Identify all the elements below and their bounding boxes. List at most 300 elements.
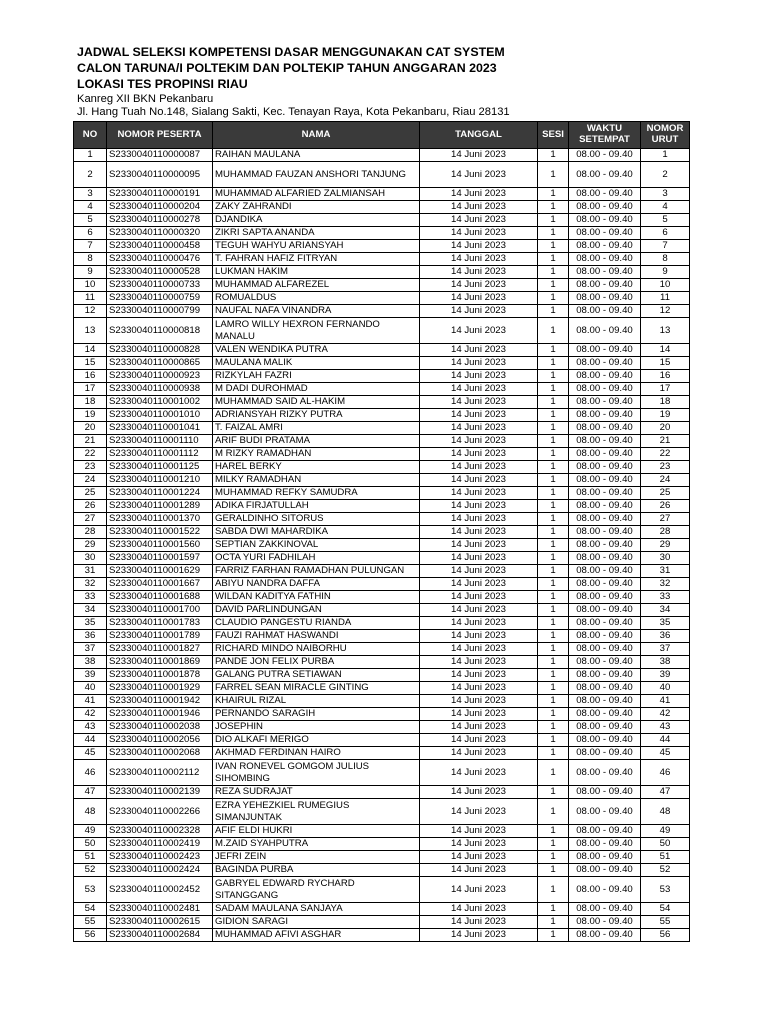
cell-nomor-peserta: S2330040110002068 <box>107 747 213 760</box>
title-line-2: CALON TARUNA/I POLTEKIM DAN POLTEKIP TAHUN ANGGARAN 2023 <box>77 61 497 76</box>
cell-sesi: 1 <box>538 344 569 357</box>
cell-nama: MUHAMMAD ALFARIED ZALMIANSAH <box>213 188 420 201</box>
table-row <box>74 929 690 942</box>
cell-no: 21 <box>74 435 107 448</box>
cell-nomor-peserta: S2330040110000476 <box>107 253 213 266</box>
table-row <box>74 721 690 734</box>
cell-nomor-peserta: S2330040110000278 <box>107 214 213 227</box>
col-header-nama: NAMA <box>213 122 420 149</box>
cell-nomor-peserta: S2330040110001041 <box>107 422 213 435</box>
cell-nama: FARREL SEAN MIRACLE GINTING <box>213 682 420 695</box>
table-row <box>74 318 690 344</box>
cell-no: 22 <box>74 448 107 461</box>
table-row <box>74 643 690 656</box>
cell-nama: GABRYEL EDWARD RYCHARD SITANGGANG <box>213 877 420 903</box>
cell-no: 7 <box>74 240 107 253</box>
cell-no: 41 <box>74 695 107 708</box>
cell-nomor-peserta: S2330040110000087 <box>107 149 213 162</box>
cell-nomor-peserta: S2330040110001878 <box>107 669 213 682</box>
table-row <box>74 149 690 162</box>
cell-sesi: 1 <box>538 604 569 617</box>
cell-nomor-urut: 49 <box>641 825 690 838</box>
cell-nomor-urut: 15 <box>641 357 690 370</box>
cell-no: 46 <box>74 760 107 786</box>
col-header-no: NO <box>74 122 107 149</box>
cell-nama: MUHAMMAD FAUZAN ANSHORI TANJUNG <box>213 162 420 188</box>
table-row <box>74 630 690 643</box>
cell-nomor-peserta: S2330040110001210 <box>107 474 213 487</box>
cell-waktu: 08.00 - 09.40 <box>569 552 641 565</box>
cell-tanggal: 14 Juni 2023 <box>420 318 538 344</box>
cell-nomor-urut: 17 <box>641 383 690 396</box>
cell-sesi: 1 <box>538 422 569 435</box>
cell-nomor-urut: 13 <box>641 318 690 344</box>
cell-nama: ADRIANSYAH RIZKY PUTRA <box>213 409 420 422</box>
cell-nomor-peserta: S2330040110002452 <box>107 877 213 903</box>
cell-nomor-peserta: S2330040110002615 <box>107 916 213 929</box>
table-row <box>74 383 690 396</box>
cell-no: 16 <box>74 370 107 383</box>
table-row <box>74 526 690 539</box>
cell-nomor-peserta: S2330040110001560 <box>107 539 213 552</box>
cell-tanggal: 14 Juni 2023 <box>420 682 538 695</box>
cell-nomor-peserta: S2330040110002424 <box>107 864 213 877</box>
cell-tanggal: 14 Juni 2023 <box>420 604 538 617</box>
cell-tanggal: 14 Juni 2023 <box>420 344 538 357</box>
cell-tanggal: 14 Juni 2023 <box>420 149 538 162</box>
cell-nomor-peserta: S2330040110000095 <box>107 162 213 188</box>
table-row <box>74 682 690 695</box>
cell-nomor-peserta: S2330040110001700 <box>107 604 213 617</box>
table-row <box>74 409 690 422</box>
table-row <box>74 370 690 383</box>
cell-tanggal: 14 Juni 2023 <box>420 487 538 500</box>
cell-sesi: 1 <box>538 630 569 643</box>
cell-nama: DAVID PARLINDUNGAN <box>213 604 420 617</box>
cell-nomor-peserta: S2330040110002112 <box>107 760 213 786</box>
cell-nomor-peserta: S2330040110000458 <box>107 240 213 253</box>
cell-sesi: 1 <box>538 565 569 578</box>
cell-no: 49 <box>74 825 107 838</box>
cell-nomor-urut: 42 <box>641 708 690 721</box>
cell-nomor-urut: 48 <box>641 799 690 825</box>
cell-nomor-urut: 28 <box>641 526 690 539</box>
cell-waktu: 08.00 - 09.40 <box>569 877 641 903</box>
table-row <box>74 786 690 799</box>
cell-nomor-urut: 22 <box>641 448 690 461</box>
cell-waktu: 08.00 - 09.40 <box>569 591 641 604</box>
cell-no: 40 <box>74 682 107 695</box>
cell-nomor-urut: 33 <box>641 591 690 604</box>
cell-waktu: 08.00 - 09.40 <box>569 851 641 864</box>
cell-sesi: 1 <box>538 929 569 942</box>
cell-nama: RICHARD MINDO NAIBORHU <box>213 643 420 656</box>
cell-no: 53 <box>74 877 107 903</box>
table-row <box>74 214 690 227</box>
cell-no: 20 <box>74 422 107 435</box>
cell-no: 28 <box>74 526 107 539</box>
cell-nama: MUHAMMAD AFIVI ASGHAR <box>213 929 420 942</box>
cell-sesi: 1 <box>538 513 569 526</box>
cell-tanggal: 14 Juni 2023 <box>420 435 538 448</box>
cell-nama: GALANG PUTRA SETIAWAN <box>213 669 420 682</box>
cell-sesi: 1 <box>538 201 569 214</box>
cell-nama: M RIZKY RAMADHAN <box>213 448 420 461</box>
cell-nomor-peserta: S2330040110000733 <box>107 279 213 292</box>
cell-tanggal: 14 Juni 2023 <box>420 851 538 864</box>
cell-sesi: 1 <box>538 448 569 461</box>
table-row <box>74 916 690 929</box>
cell-waktu: 08.00 - 09.40 <box>569 617 641 630</box>
cell-no: 35 <box>74 617 107 630</box>
cell-no: 50 <box>74 838 107 851</box>
cell-nomor-peserta: S2330040110001688 <box>107 591 213 604</box>
table-row <box>74 201 690 214</box>
cell-nomor-urut: 6 <box>641 227 690 240</box>
cell-nomor-peserta: S2330040110001869 <box>107 656 213 669</box>
cell-sesi: 1 <box>538 708 569 721</box>
cell-tanggal: 14 Juni 2023 <box>420 552 538 565</box>
cell-tanggal: 14 Juni 2023 <box>420 214 538 227</box>
cell-no: 48 <box>74 799 107 825</box>
cell-nama: ABIYU NANDRA DAFFA <box>213 578 420 591</box>
cell-no: 1 <box>74 149 107 162</box>
cell-tanggal: 14 Juni 2023 <box>420 526 538 539</box>
table-body <box>74 149 690 942</box>
cell-tanggal: 14 Juni 2023 <box>420 513 538 526</box>
cell-waktu: 08.00 - 09.40 <box>569 227 641 240</box>
table-row <box>74 487 690 500</box>
cell-nomor-urut: 31 <box>641 565 690 578</box>
cell-sesi: 1 <box>538 903 569 916</box>
table-row <box>74 565 690 578</box>
col-header-tanggal: TANGGAL <box>420 122 538 149</box>
cell-sesi: 1 <box>538 500 569 513</box>
cell-no: 51 <box>74 851 107 864</box>
cell-no: 45 <box>74 747 107 760</box>
cell-sesi: 1 <box>538 474 569 487</box>
cell-sesi: 1 <box>538 760 569 786</box>
cell-nama: WILDAN KADITYA FATHIN <box>213 591 420 604</box>
cell-nomor-peserta: S2330040110002328 <box>107 825 213 838</box>
title-line-1: JADWAL SELEKSI KOMPETENSI DASAR MENGGUNAKAN CAT SYSTEM <box>77 45 505 59</box>
table-row <box>74 617 690 630</box>
cell-nomor-urut: 41 <box>641 695 690 708</box>
cell-tanggal: 14 Juni 2023 <box>420 240 538 253</box>
cell-nomor-peserta: S2330040110001942 <box>107 695 213 708</box>
cell-waktu: 08.00 - 09.40 <box>569 357 641 370</box>
cell-no: 4 <box>74 201 107 214</box>
cell-nomor-peserta: S2330040110002038 <box>107 721 213 734</box>
cell-nomor-peserta: S2330040110001629 <box>107 565 213 578</box>
cell-waktu: 08.00 - 09.40 <box>569 747 641 760</box>
cell-tanggal: 14 Juni 2023 <box>420 669 538 682</box>
cell-sesi: 1 <box>538 409 569 422</box>
cell-nomor-peserta: S2330040110001289 <box>107 500 213 513</box>
cell-sesi: 1 <box>538 383 569 396</box>
cell-sesi: 1 <box>538 877 569 903</box>
cell-tanggal: 14 Juni 2023 <box>420 383 538 396</box>
cell-nomor-urut: 27 <box>641 513 690 526</box>
cell-nama: PERNANDO SARAGIH <box>213 708 420 721</box>
cell-nama: NAUFAL NAFA VINANDRA <box>213 305 420 318</box>
cell-nama: TEGUH WAHYU ARIANSYAH <box>213 240 420 253</box>
cell-sesi: 1 <box>538 695 569 708</box>
table-row <box>74 253 690 266</box>
cell-no: 19 <box>74 409 107 422</box>
cell-nomor-urut: 34 <box>641 604 690 617</box>
cell-no: 2 <box>74 162 107 188</box>
cell-sesi: 1 <box>538 799 569 825</box>
cell-sesi: 1 <box>538 279 569 292</box>
cell-tanggal: 14 Juni 2023 <box>420 357 538 370</box>
cell-nomor-urut: 1 <box>641 149 690 162</box>
cell-nomor-peserta: S2330040110000528 <box>107 266 213 279</box>
cell-tanggal: 14 Juni 2023 <box>420 929 538 942</box>
cell-nomor-urut: 25 <box>641 487 690 500</box>
cell-waktu: 08.00 - 09.40 <box>569 838 641 851</box>
table-row <box>74 552 690 565</box>
cell-sesi: 1 <box>538 682 569 695</box>
cell-nama: RIZKYLAH FAZRI <box>213 370 420 383</box>
table-row <box>74 188 690 201</box>
cell-nomor-peserta: S2330040110000204 <box>107 201 213 214</box>
cell-nama: RAIHAN MAULANA <box>213 149 420 162</box>
cell-nama: LAMRO WILLY HEXRON FERNANDO MANALU <box>213 318 420 344</box>
cell-nomor-peserta: S2330040110002419 <box>107 838 213 851</box>
cell-waktu: 08.00 - 09.40 <box>569 708 641 721</box>
cell-sesi: 1 <box>538 162 569 188</box>
cell-waktu: 08.00 - 09.40 <box>569 188 641 201</box>
cell-sesi: 1 <box>538 851 569 864</box>
cell-sesi: 1 <box>538 864 569 877</box>
cell-nomor-urut: 18 <box>641 396 690 409</box>
cell-waktu: 08.00 - 09.40 <box>569 383 641 396</box>
cell-tanggal: 14 Juni 2023 <box>420 838 538 851</box>
cell-tanggal: 14 Juni 2023 <box>420 786 538 799</box>
cell-sesi: 1 <box>538 214 569 227</box>
cell-tanggal: 14 Juni 2023 <box>420 708 538 721</box>
cell-sesi: 1 <box>538 552 569 565</box>
cell-nomor-urut: 38 <box>641 656 690 669</box>
cell-nomor-peserta: S2330040110002423 <box>107 851 213 864</box>
cell-sesi: 1 <box>538 435 569 448</box>
cell-tanggal: 14 Juni 2023 <box>420 578 538 591</box>
cell-no: 44 <box>74 734 107 747</box>
cell-nomor-urut: 53 <box>641 877 690 903</box>
cell-sesi: 1 <box>538 734 569 747</box>
cell-waktu: 08.00 - 09.40 <box>569 448 641 461</box>
cell-sesi: 1 <box>538 786 569 799</box>
cell-tanggal: 14 Juni 2023 <box>420 422 538 435</box>
cell-sesi: 1 <box>538 370 569 383</box>
cell-nomor-urut: 8 <box>641 253 690 266</box>
cell-waktu: 08.00 - 09.40 <box>569 903 641 916</box>
title-line-3: LOKASI TES PROPINSI RIAU <box>77 77 248 92</box>
cell-nama: FAUZI RAHMAT HASWANDI <box>213 630 420 643</box>
cell-tanggal: 14 Juni 2023 <box>420 565 538 578</box>
cell-tanggal: 14 Juni 2023 <box>420 864 538 877</box>
cell-no: 17 <box>74 383 107 396</box>
cell-nama: MILKY RAMADHAN <box>213 474 420 487</box>
cell-waktu: 08.00 - 09.40 <box>569 409 641 422</box>
cell-nama: PANDE JON FELIX PURBA <box>213 656 420 669</box>
cell-sesi: 1 <box>538 149 569 162</box>
cell-no: 54 <box>74 903 107 916</box>
cell-nomor-peserta: S2330040110001597 <box>107 552 213 565</box>
cell-tanggal: 14 Juni 2023 <box>420 227 538 240</box>
cell-tanggal: 14 Juni 2023 <box>420 461 538 474</box>
cell-nomor-urut: 45 <box>641 747 690 760</box>
cell-waktu: 08.00 - 09.40 <box>569 760 641 786</box>
col-header-nomor-peserta: NOMOR PESERTA <box>107 122 213 149</box>
cell-nomor-urut: 55 <box>641 916 690 929</box>
cell-waktu: 08.00 - 09.40 <box>569 305 641 318</box>
cell-nomor-urut: 12 <box>641 305 690 318</box>
table-row <box>74 279 690 292</box>
cell-no: 6 <box>74 227 107 240</box>
cell-no: 34 <box>74 604 107 617</box>
cell-waktu: 08.00 - 09.40 <box>569 565 641 578</box>
cell-tanggal: 14 Juni 2023 <box>420 305 538 318</box>
table-row <box>74 240 690 253</box>
cell-nomor-urut: 54 <box>641 903 690 916</box>
cell-waktu: 08.00 - 09.40 <box>569 292 641 305</box>
cell-nama: MAULANA MALIK <box>213 357 420 370</box>
cell-waktu: 08.00 - 09.40 <box>569 786 641 799</box>
cell-no: 14 <box>74 344 107 357</box>
table-row <box>74 864 690 877</box>
cell-nomor-urut: 39 <box>641 669 690 682</box>
table-row <box>74 461 690 474</box>
cell-nomor-peserta: S2330040110001827 <box>107 643 213 656</box>
table-row <box>74 292 690 305</box>
cell-nomor-urut: 51 <box>641 851 690 864</box>
table-row <box>74 344 690 357</box>
cell-tanggal: 14 Juni 2023 <box>420 721 538 734</box>
cell-nomor-peserta: S2330040110002684 <box>107 929 213 942</box>
cell-nama: DIO ALKAFI MERIGO <box>213 734 420 747</box>
cell-sesi: 1 <box>538 591 569 604</box>
cell-nomor-urut: 52 <box>641 864 690 877</box>
cell-nama: FARRIZ FARHAN RAMADHAN PULUNGAN <box>213 565 420 578</box>
cell-nomor-urut: 14 <box>641 344 690 357</box>
cell-tanggal: 14 Juni 2023 <box>420 266 538 279</box>
cell-nomor-peserta: S2330040110000759 <box>107 292 213 305</box>
cell-nomor-urut: 7 <box>641 240 690 253</box>
cell-tanggal: 14 Juni 2023 <box>420 253 538 266</box>
cell-tanggal: 14 Juni 2023 <box>420 747 538 760</box>
table-row <box>74 357 690 370</box>
cell-no: 47 <box>74 786 107 799</box>
cell-nomor-peserta: S2330040110001370 <box>107 513 213 526</box>
cell-sesi: 1 <box>538 305 569 318</box>
cell-nomor-urut: 47 <box>641 786 690 799</box>
cell-nama: VALEN WENDIKA PUTRA <box>213 344 420 357</box>
table-row <box>74 760 690 786</box>
cell-no: 31 <box>74 565 107 578</box>
cell-no: 10 <box>74 279 107 292</box>
cell-sesi: 1 <box>538 669 569 682</box>
cell-nomor-peserta: S2330040110000923 <box>107 370 213 383</box>
table-row <box>74 500 690 513</box>
cell-nomor-peserta: S2330040110002266 <box>107 799 213 825</box>
cell-nama: AFIF ELDI HUKRI <box>213 825 420 838</box>
cell-sesi: 1 <box>538 578 569 591</box>
cell-nama: AKHMAD FERDINAN HAIRO <box>213 747 420 760</box>
cell-nama: LUKMAN HAKIM <box>213 266 420 279</box>
table-row <box>74 903 690 916</box>
cell-nama: JEFRI ZEIN <box>213 851 420 864</box>
cell-sesi: 1 <box>538 526 569 539</box>
cell-sesi: 1 <box>538 240 569 253</box>
cell-nomor-urut: 43 <box>641 721 690 734</box>
cell-nomor-peserta: S2330040110001125 <box>107 461 213 474</box>
cell-waktu: 08.00 - 09.40 <box>569 240 641 253</box>
cell-sesi: 1 <box>538 643 569 656</box>
cell-nomor-urut: 30 <box>641 552 690 565</box>
table-row <box>74 305 690 318</box>
cell-no: 32 <box>74 578 107 591</box>
cell-nomor-urut: 10 <box>641 279 690 292</box>
cell-tanggal: 14 Juni 2023 <box>420 643 538 656</box>
cell-nama: GERALDINHO SITORUS <box>213 513 420 526</box>
cell-nomor-urut: 20 <box>641 422 690 435</box>
cell-waktu: 08.00 - 09.40 <box>569 201 641 214</box>
cell-tanggal: 14 Juni 2023 <box>420 799 538 825</box>
cell-nomor-peserta: S2330040110001783 <box>107 617 213 630</box>
cell-nomor-urut: 23 <box>641 461 690 474</box>
cell-nama: SADAM MAULANA SANJAYA <box>213 903 420 916</box>
cell-nomor-peserta: S2330040110000818 <box>107 318 213 344</box>
cell-no: 5 <box>74 214 107 227</box>
table-row <box>74 747 690 760</box>
cell-tanggal: 14 Juni 2023 <box>420 162 538 188</box>
cell-nomor-peserta: S2330040110002481 <box>107 903 213 916</box>
cell-no: 36 <box>74 630 107 643</box>
cell-nama: IVAN RONEVEL GOMGOM JULIUS SIHOMBING <box>213 760 420 786</box>
cell-waktu: 08.00 - 09.40 <box>569 513 641 526</box>
table-row <box>74 591 690 604</box>
cell-sesi: 1 <box>538 318 569 344</box>
cell-nomor-peserta: S2330040110002056 <box>107 734 213 747</box>
cell-sesi: 1 <box>538 916 569 929</box>
cell-no: 39 <box>74 669 107 682</box>
cell-nama: ZIKRI SAPTA ANANDA <box>213 227 420 240</box>
cell-nomor-peserta: S2330040110000828 <box>107 344 213 357</box>
cell-no: 11 <box>74 292 107 305</box>
cell-waktu: 08.00 - 09.40 <box>569 474 641 487</box>
cell-no: 8 <box>74 253 107 266</box>
cell-sesi: 1 <box>538 539 569 552</box>
cell-nama: MUHAMMAD ALFAREZEL <box>213 279 420 292</box>
cell-nomor-peserta: S2330040110001224 <box>107 487 213 500</box>
cell-nomor-urut: 3 <box>641 188 690 201</box>
cell-waktu: 08.00 - 09.40 <box>569 682 641 695</box>
cell-nomor-peserta: S2330040110001010 <box>107 409 213 422</box>
cell-waktu: 08.00 - 09.40 <box>569 643 641 656</box>
cell-waktu: 08.00 - 09.40 <box>569 799 641 825</box>
cell-nomor-peserta: S2330040110001112 <box>107 448 213 461</box>
cell-nomor-peserta: S2330040110000320 <box>107 227 213 240</box>
cell-nama: REZA SUDRAJAT <box>213 786 420 799</box>
cell-waktu: 08.00 - 09.40 <box>569 929 641 942</box>
cell-tanggal: 14 Juni 2023 <box>420 903 538 916</box>
cell-waktu: 08.00 - 09.40 <box>569 266 641 279</box>
table-row <box>74 799 690 825</box>
cell-nama: JOSEPHIN <box>213 721 420 734</box>
cell-waktu: 08.00 - 09.40 <box>569 344 641 357</box>
